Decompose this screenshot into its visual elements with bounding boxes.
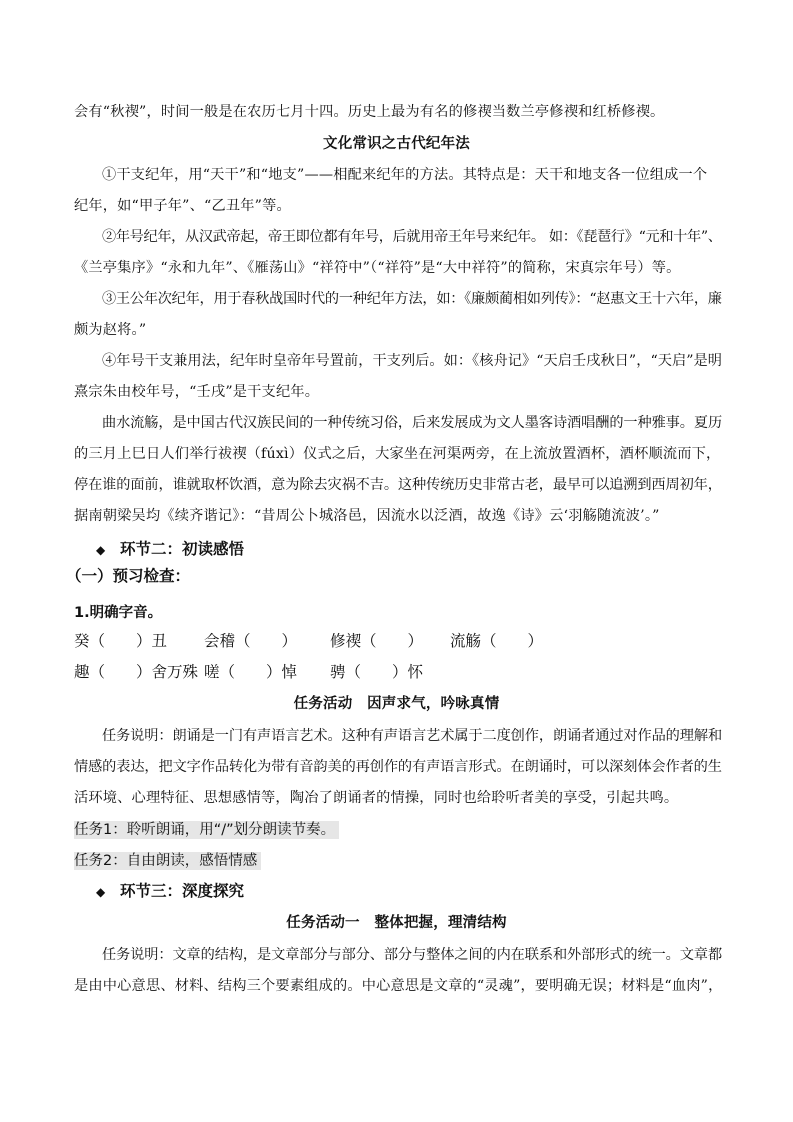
activity1-desc-line3: 活环境、心理特征、思想感情等，陶冶了朗诵者的情操，同时也给聆听者美的享受，引起共鸣。 — [74, 790, 679, 806]
culture-p2-line1: ②年号纪年，从汉武帝起，帝王即位都有年号，后就用帝王年号来纪年。 如：《琵琶行》“元和十年”、 — [102, 229, 722, 245]
activity1-title: 任务活动 因声求气，吟咏真情 — [293, 696, 500, 712]
activity2-title: 任务活动一 整体把握，理清结构 — [286, 915, 507, 931]
intro-line: 会有“秋禊”，时间一般是在农历七月十四。历史上最为有名的修禊当数兰亭修禊和红桥修禊。 — [74, 104, 665, 120]
pronunciation-item: 1.明确字音。 — [74, 605, 163, 621]
culture-p3-line1: ③王公年次纪年，用于春秋战国时代的一种纪年方法，如：《廉颇蔺相如列传》：“赵惠文王十六年，廉 — [102, 291, 722, 307]
culture-p5-line1: 曲水流觞，是中国古代汉族民间的一种传统习俗，后来发展成为文人墨客诗酒唱酬的一种雅事。夏历 — [102, 415, 723, 431]
culture-p4-line2: 熹宗朱由校年号，“壬戌”是干支纪年。 — [74, 384, 320, 400]
bullet-diamond-icon: ◆ — [96, 885, 106, 899]
pron-item: 会稽（ ） — [204, 632, 298, 650]
activity2-desc-line2: 是由中心意思、材料、结构三个要素组成的。中心意思是文章的“灵魂”，要明确无误；材料是“血肉”， — [74, 978, 723, 994]
pron-item: 骋（ ）怀 — [330, 663, 424, 681]
culture-p1-line2: 纪年，如“甲子年”、“乙丑年”等。 — [74, 198, 291, 214]
culture-p1-line1: ①干支纪年，用“天干”和“地支”——相配来纪年的方法。其特点是：天干和地支各一位组成一个 — [102, 167, 708, 183]
culture-p5-line2: 的三月上巳日人们举行祓禊（fúxì）仪式之后，大家坐在河渠两旁，在上流放置酒杯，酒杯顺流而下， — [74, 446, 721, 462]
activity1-desc-line1: 任务说明：朗诵是一门有声语言艺术。这种有声语言艺术属于二度创作，朗诵者通过对作品的理解和 — [102, 728, 723, 744]
culture-p5-line3: 停在谁的面前，谁就取杯饮酒，意为除去灾祸不吉。这种传统历史非常古老，最早可以追溯到西周初年， — [74, 477, 722, 493]
section3-title: 环节三：深度探究 — [120, 882, 245, 900]
task-1-text: 任务1：聆听朗诵，用“/”划分朗读节奏。 — [74, 821, 339, 839]
culture-p5-line4: 据南朝梁吴均《续齐谐记》：“昔周公卜城洛邑，因流水以泛酒，故逸《诗》云‘羽觞随流波’。” — [74, 508, 660, 524]
pron-item: 流觞（ ） — [450, 632, 544, 650]
task-2-text: 任务2：自由朗读，感悟情感 — [74, 852, 261, 870]
task-2 — [74, 850, 261, 872]
culture-p3-line2: 颇为赵将。” — [74, 322, 147, 338]
preview-check-heading: （一）预习检查： — [66, 567, 191, 585]
culture-p2-line2: 《兰亭集序》“永和九年”、《雁荡山》“祥符中”（“祥符”是“大中祥符”的简称，宋真宗年号）等。 — [74, 260, 681, 276]
activity2-desc-line1: 任务说明：文章的结构，是文章部分与部分、部分与整体之间的内在联系和外部形式的统一。文章都 — [102, 947, 723, 963]
pron-item: 修禊（ ） — [330, 632, 424, 650]
section3-heading — [96, 880, 244, 903]
activity1-desc-line2: 情感的表达，把文字作品转化为带有音韵美的再创作的有声语言形式。在朗诵时，可以深刻体会作者的生 — [74, 759, 722, 775]
pron-item: 趣（ ）舍万殊 — [74, 663, 199, 681]
bullet-diamond-icon: ◆ — [96, 543, 106, 557]
culture-title: 文化常识之古代纪年法 — [323, 136, 470, 152]
culture-p4-line1: ④年号干支兼用法，纪年时皇帝年号置前，干支列后。如：《核舟记》“天启壬戌秋日”，“天启”是明 — [102, 353, 722, 369]
section2-title: 环节二：初读感悟 — [120, 540, 245, 558]
section2-heading — [96, 538, 244, 561]
task-1 — [74, 819, 339, 841]
pron-item: 癸（ ）丑 — [74, 632, 168, 650]
pron-item: 嗟（ ）悼 — [204, 663, 298, 681]
